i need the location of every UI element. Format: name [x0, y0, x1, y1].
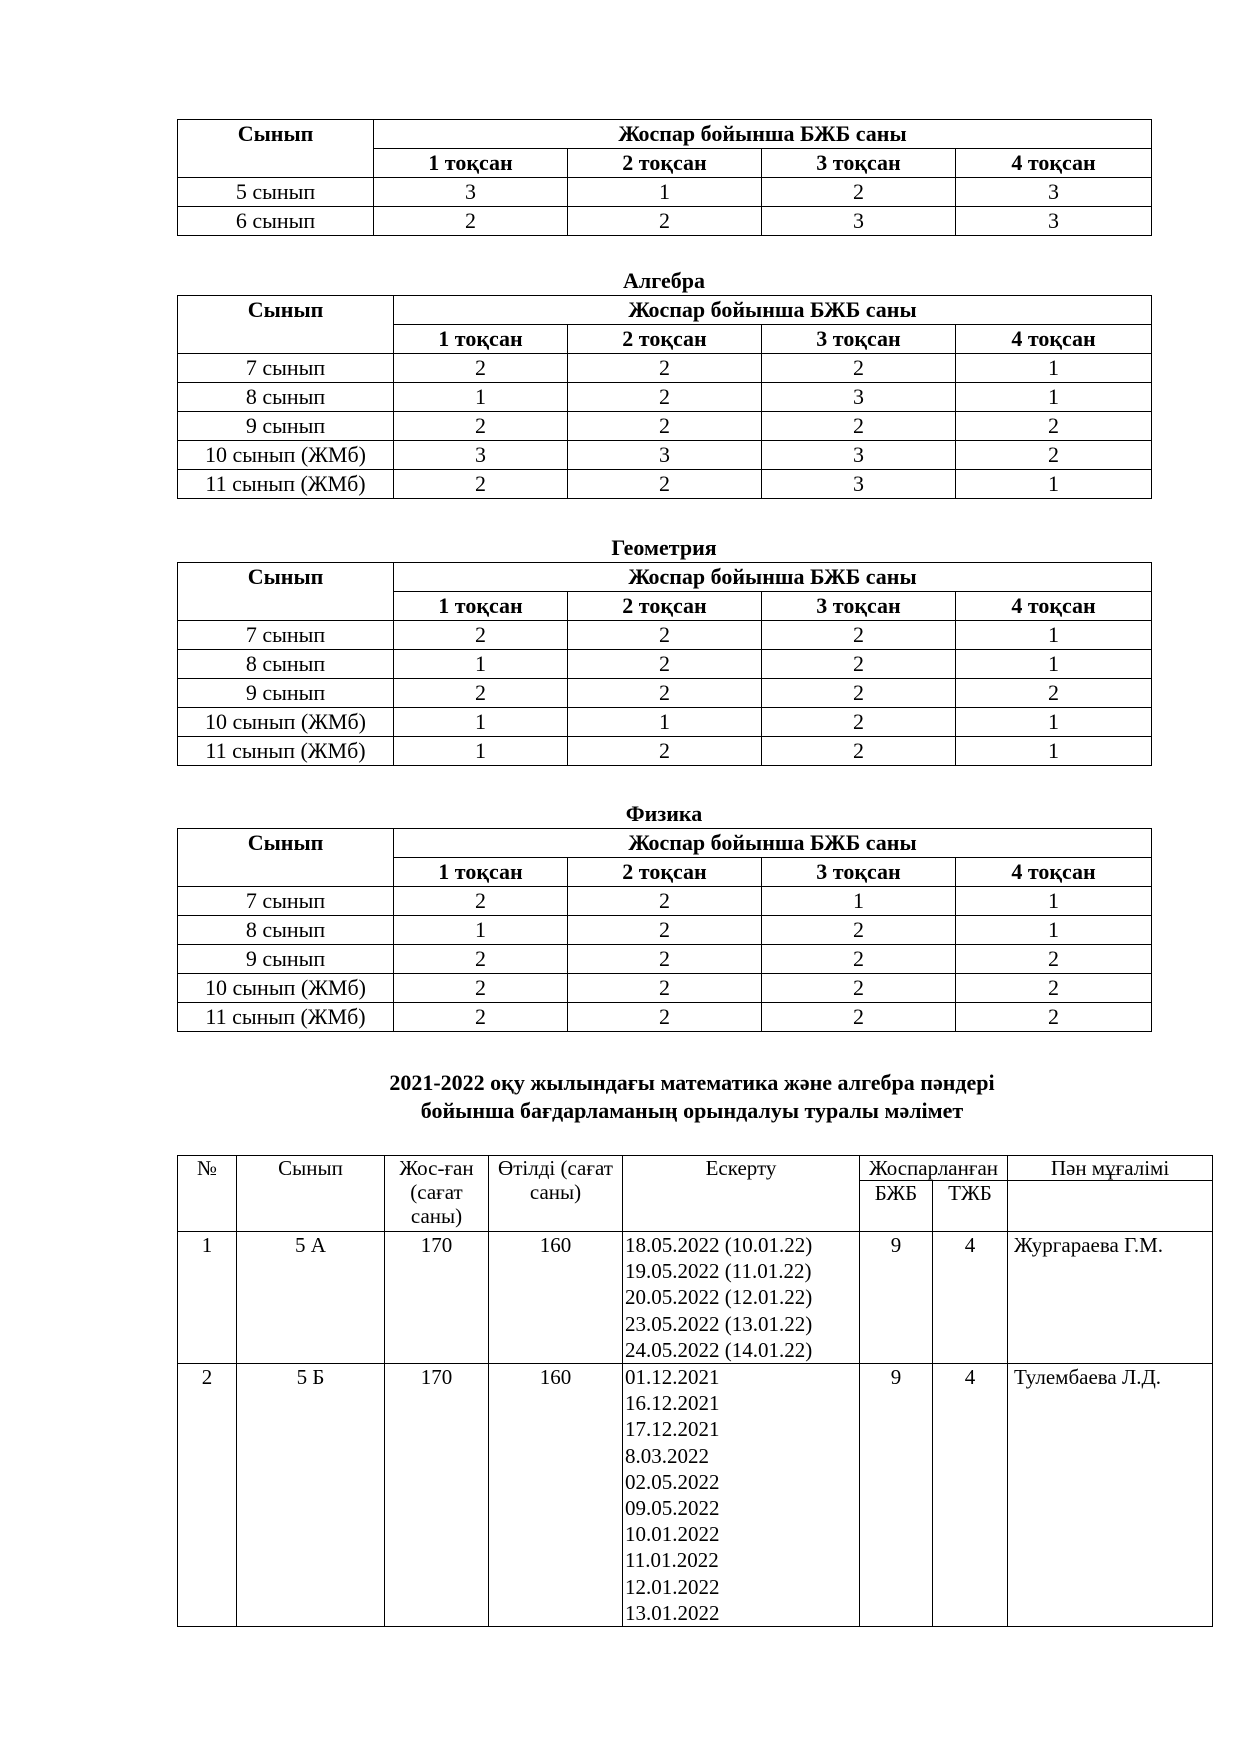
section-title-algebra: Алгебра [623, 268, 705, 293]
teacher-cell: Тулембаева Л.Д. [1008, 1364, 1213, 1627]
value-cell: 2 [568, 650, 762, 679]
dates-cell [623, 1232, 860, 1364]
header-class: Сынып [178, 829, 394, 887]
class-cell: 5 сынып [178, 178, 374, 207]
header-taught-hours: Өтілді (сағат саны) [489, 1156, 623, 1232]
report-title-line-2: бойынша бағдарламаның орындалуы туралы мәлімет [420, 1098, 964, 1123]
bjb-cell: 9 [860, 1232, 933, 1364]
table-row [178, 1232, 1213, 1364]
value-cell: 2 [956, 945, 1152, 974]
header-class: Сынып [178, 296, 394, 354]
taught-hours-cell: 160 [489, 1232, 623, 1364]
value-cell: 2 [394, 621, 568, 650]
header-quarter-3: 3 тоқсан [762, 325, 956, 354]
value-cell: 1 [568, 178, 762, 207]
class-cell: 9 сынып [178, 945, 394, 974]
value-cell: 1 [956, 887, 1152, 916]
table-row [178, 412, 1152, 441]
header-plan: Жоспар бойынша БЖБ саны [394, 296, 1152, 325]
value-cell: 2 [956, 679, 1152, 708]
class-cell: 11 сынып (ЖМб) [178, 1003, 394, 1032]
header-quarter-3: 3 тоқсан [762, 858, 956, 887]
table-row [178, 945, 1152, 974]
value-cell: 3 [762, 207, 956, 236]
class-cell: 7 сынып [178, 621, 394, 650]
value-cell: 2 [568, 412, 762, 441]
value-cell: 2 [394, 412, 568, 441]
header-note: Ескерту [623, 1156, 860, 1232]
dates-cell [623, 1364, 860, 1627]
header-plan: Жоспар бойынша БЖБ саны [394, 563, 1152, 592]
value-cell: 3 [568, 441, 762, 470]
value-cell: 2 [394, 679, 568, 708]
value-cell: 2 [956, 412, 1152, 441]
number-cell: 1 [178, 1232, 237, 1364]
header-quarter-4: 4 тоқсан [956, 325, 1152, 354]
value-cell: 2 [394, 1003, 568, 1032]
value-cell: 2 [568, 679, 762, 708]
class-cell: 9 сынып [178, 679, 394, 708]
teacher-cell: Жургараева Г.М. [1008, 1232, 1213, 1364]
value-cell: 1 [394, 737, 568, 766]
class-cell: 7 сынып [178, 354, 394, 383]
table-row [178, 737, 1152, 766]
table-row [178, 650, 1152, 679]
value-cell: 2 [762, 354, 956, 383]
value-cell: 2 [394, 945, 568, 974]
value-cell: 3 [762, 441, 956, 470]
value-cell: 2 [374, 207, 568, 236]
value-cell: 2 [568, 1003, 762, 1032]
table-row [178, 470, 1152, 499]
header-planned-hours: Жос-ған (сағат саны) [385, 1156, 489, 1232]
value-cell: 3 [956, 178, 1152, 207]
header-quarter-2: 2 тоқсан [568, 149, 762, 178]
section-title-physics: Физика [625, 801, 703, 826]
header-quarter-1: 1 тоқсан [374, 149, 568, 178]
class-cell: 5 Б [237, 1364, 385, 1627]
table-row [178, 621, 1152, 650]
header-class: Сынып [237, 1156, 385, 1232]
physics-bjb-table [177, 828, 1152, 1032]
value-cell: 2 [762, 974, 956, 1003]
value-cell: 1 [394, 916, 568, 945]
header-plan: Жоспар бойынша БЖБ саны [374, 120, 1152, 149]
header-planned: Жоспарланған [860, 1156, 1008, 1181]
class-cell: 8 сынып [178, 383, 394, 412]
value-cell: 2 [762, 650, 956, 679]
header-quarter-4: 4 тоқсан [956, 592, 1152, 621]
value-cell: 2 [956, 1003, 1152, 1032]
date-line: 11.01.2022 [625, 1548, 719, 1573]
value-cell: 1 [394, 650, 568, 679]
value-cell: 3 [956, 207, 1152, 236]
report-title-line-1: 2021-2022 оқу жылындағы математика және алгебра пәндері [389, 1070, 995, 1095]
value-cell: 2 [762, 708, 956, 737]
date-line: 13.01.2022 [625, 1600, 720, 1625]
header-quarter-4: 4 тоқсан [956, 858, 1152, 887]
value-cell: 3 [394, 441, 568, 470]
header-teacher: Пән мұғалімі [1008, 1156, 1213, 1181]
date-line: 8.03.2022 [625, 1443, 709, 1468]
header-quarter-3: 3 тоқсан [762, 149, 956, 178]
value-cell: 2 [762, 737, 956, 766]
number-cell: 2 [178, 1364, 237, 1627]
table-row [178, 974, 1152, 1003]
taught-hours-cell: 160 [489, 1364, 623, 1627]
program-report-table [177, 1155, 1213, 1627]
class-cell: 6 сынып [178, 207, 374, 236]
header-quarter-1: 1 тоқсан [394, 858, 568, 887]
header-quarter-1: 1 тоқсан [394, 592, 568, 621]
value-cell: 2 [568, 383, 762, 412]
table-row [178, 679, 1152, 708]
header-quarter-2: 2 тоқсан [568, 325, 762, 354]
geometry-bjb-table [177, 562, 1152, 766]
table-row [178, 383, 1152, 412]
date-line: 18.05.2022 (10.01.22) [625, 1233, 813, 1257]
date-line: 09.05.2022 [625, 1496, 720, 1521]
table-row [178, 1003, 1152, 1032]
date-line: 20.05.2022 (12.01.22) [625, 1285, 813, 1310]
value-cell: 2 [762, 916, 956, 945]
value-cell: 2 [568, 916, 762, 945]
value-cell: 3 [762, 383, 956, 412]
value-cell: 1 [956, 650, 1152, 679]
date-line: 19.05.2022 (11.01.22) [625, 1259, 812, 1284]
header-quarter-2: 2 тоқсан [568, 858, 762, 887]
bjb-cell: 9 [860, 1364, 933, 1627]
class-cell: 10 сынып (ЖМб) [178, 441, 394, 470]
value-cell: 2 [568, 945, 762, 974]
date-line: 17.12.2021 [625, 1417, 720, 1442]
header-class: Сынып [178, 120, 374, 178]
value-cell: 2 [956, 441, 1152, 470]
class-cell: 11 сынып (ЖМб) [178, 737, 394, 766]
table-row [178, 1364, 1213, 1627]
math-bjb-table [177, 119, 1152, 236]
value-cell: 2 [762, 178, 956, 207]
value-cell: 3 [762, 470, 956, 499]
tjb-cell: 4 [933, 1364, 1008, 1627]
table-row [178, 207, 1152, 236]
value-cell: 2 [568, 737, 762, 766]
date-line: 12.01.2022 [625, 1574, 720, 1599]
value-cell: 2 [394, 470, 568, 499]
date-line: 24.05.2022 (14.01.22) [625, 1337, 813, 1362]
value-cell: 2 [394, 887, 568, 916]
value-cell: 2 [568, 207, 762, 236]
value-cell: 1 [956, 621, 1152, 650]
header-quarter-4: 4 тоқсан [956, 149, 1152, 178]
header-bjb: БЖБ [860, 1181, 933, 1232]
class-cell: 5 А [237, 1232, 385, 1364]
value-cell: 2 [568, 470, 762, 499]
class-cell: 10 сынып (ЖМб) [178, 708, 394, 737]
table-row [178, 887, 1152, 916]
planned-hours-cell: 170 [385, 1232, 489, 1364]
date-line: 10.01.2022 [625, 1522, 720, 1547]
value-cell: 2 [762, 945, 956, 974]
value-cell: 2 [762, 412, 956, 441]
header-tjb: ТЖБ [933, 1181, 1008, 1232]
value-cell: 1 [956, 470, 1152, 499]
date-line: 16.12.2021 [625, 1391, 720, 1416]
value-cell: 1 [956, 737, 1152, 766]
class-cell: 10 сынып (ЖМб) [178, 974, 394, 1003]
header-class: Сынып [178, 563, 394, 621]
header-quarter-1: 1 тоқсан [394, 325, 568, 354]
report-title [177, 1069, 1207, 1125]
class-cell: 11 сынып (ЖМб) [178, 470, 394, 499]
table-row [178, 178, 1152, 207]
date-line: 01.12.2021 [625, 1365, 720, 1390]
value-cell: 1 [762, 887, 956, 916]
value-cell: 1 [394, 708, 568, 737]
value-cell: 2 [568, 621, 762, 650]
value-cell: 3 [374, 178, 568, 207]
class-cell: 8 сынып [178, 916, 394, 945]
class-cell: 7 сынып [178, 887, 394, 916]
value-cell: 1 [956, 383, 1152, 412]
value-cell: 1 [956, 354, 1152, 383]
tjb-cell: 4 [933, 1232, 1008, 1364]
header-quarter-2: 2 тоқсан [568, 592, 762, 621]
table-row [178, 916, 1152, 945]
value-cell: 2 [762, 679, 956, 708]
header-plan: Жоспар бойынша БЖБ саны [394, 829, 1152, 858]
value-cell: 1 [568, 708, 762, 737]
value-cell: 1 [956, 916, 1152, 945]
table-row [178, 441, 1152, 470]
value-cell: 1 [394, 383, 568, 412]
value-cell: 2 [956, 974, 1152, 1003]
table-row [178, 708, 1152, 737]
value-cell: 2 [568, 354, 762, 383]
table-row [178, 354, 1152, 383]
planned-hours-cell: 170 [385, 1364, 489, 1627]
section-title-geometry: Геометрия [611, 535, 717, 560]
date-line: 23.05.2022 (13.01.22) [625, 1311, 813, 1336]
class-cell: 9 сынып [178, 412, 394, 441]
header-number: № [178, 1156, 237, 1232]
value-cell: 2 [394, 354, 568, 383]
date-line: 02.05.2022 [625, 1469, 720, 1494]
value-cell: 2 [394, 974, 568, 1003]
header-teacher-empty [1008, 1181, 1213, 1232]
value-cell: 1 [956, 708, 1152, 737]
header-quarter-3: 3 тоқсан [762, 592, 956, 621]
class-cell: 8 сынып [178, 650, 394, 679]
value-cell: 2 [762, 1003, 956, 1032]
algebra-bjb-table [177, 295, 1152, 499]
value-cell: 2 [568, 974, 762, 1003]
value-cell: 2 [568, 887, 762, 916]
value-cell: 2 [762, 621, 956, 650]
